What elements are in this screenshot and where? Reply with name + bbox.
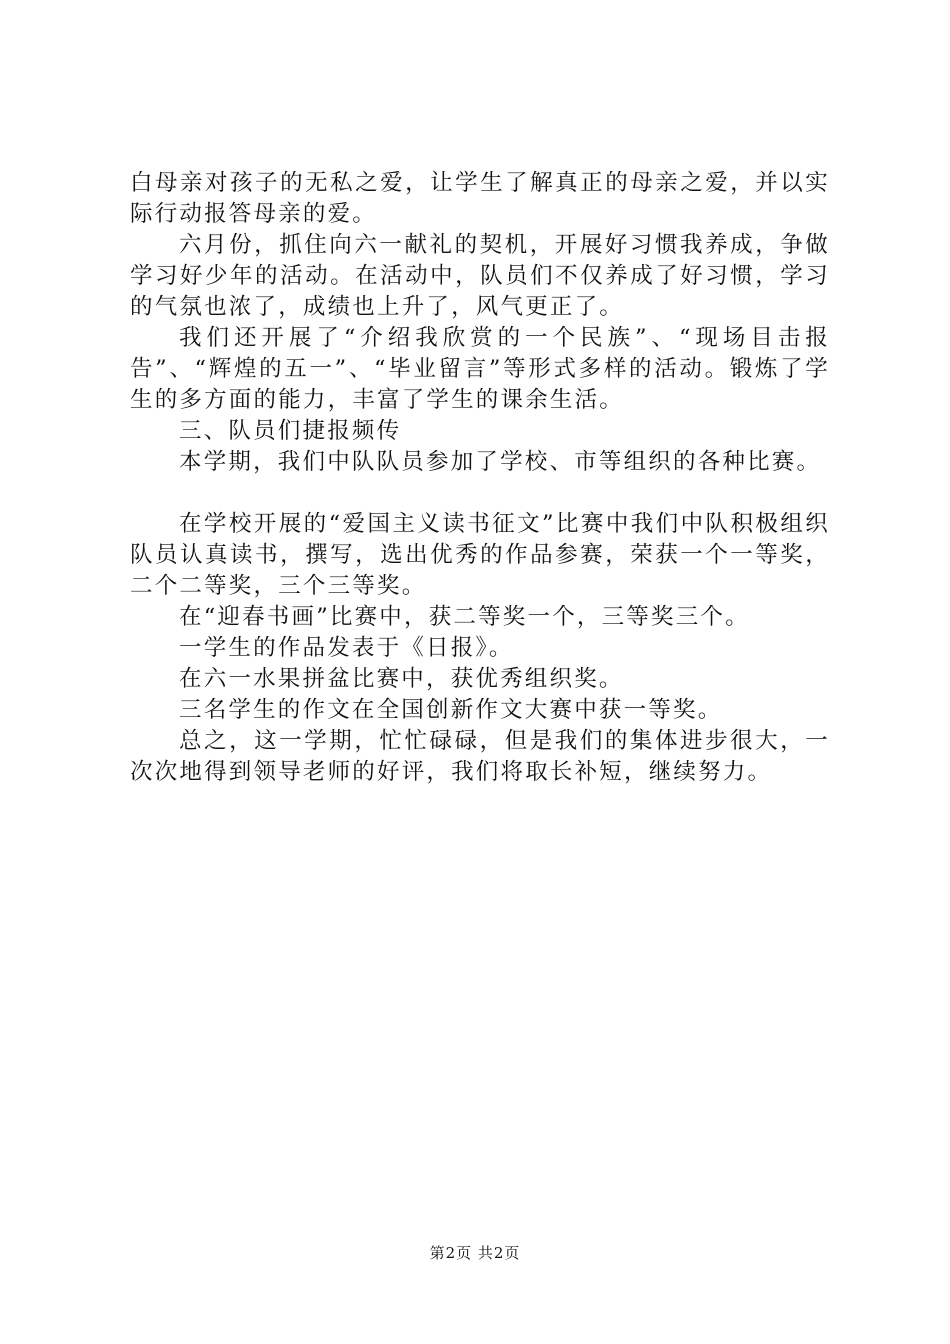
paragraph-7: 一学生的作品发表于《日报》。 xyxy=(179,635,514,661)
paragraph-1: 白母亲对孩子的无私之爱，让学生了解真正的母亲之爱，并以实际行动报答母亲的爱。 xyxy=(130,170,830,227)
paragraph-9: 三名学生的作文在全国创新作文大赛中获一等奖。 xyxy=(179,697,723,723)
paragraph-5: 在学校开展的“爱国主义读书征文”比赛中我们中队积极组织队员认真读书，撰写，选出优秀的作品参赛，荣获一个一等奖，二个二等奖，三个三等奖。 xyxy=(130,511,830,599)
paragraph-2: 六月份，抓住向六一献礼的契机，开展好习惯我养成，争做学习好少年的活动。在活动中，队员们不仅养成了好习惯，学习的气氛也浓了，成绩也上升了，风气更正了。 xyxy=(130,232,830,320)
page-footer: 第2页 共2页 xyxy=(429,1244,521,1262)
paragraph-4: 本学期，我们中队队员参加了学校、市等组织的各种比赛。 xyxy=(179,449,822,475)
paragraph-3: 我们还开展了“介绍我欣赏的一个民族”、“现场目击报告”、“辉煌的五一”、“毕业留言”等形式多样的活动。锻炼了学生的多方面的能力，丰富了学生的课余生活。 xyxy=(130,325,830,413)
paragraph-8: 在六一水果拼盆比赛中，获优秀组织奖。 xyxy=(179,666,624,692)
section-heading: 三、队员们捷报频传 xyxy=(179,418,402,444)
paragraph-10: 总之，这一学期，忙忙碌碌，但是我们的集体进步很大，一次次地得到领导老师的好评，我们将取长补短，继续努力。 xyxy=(130,728,830,785)
document-body xyxy=(130,168,830,788)
paragraph-6: 在“迎春书画”比赛中，获二等奖一个，三等奖三个。 xyxy=(179,604,750,630)
